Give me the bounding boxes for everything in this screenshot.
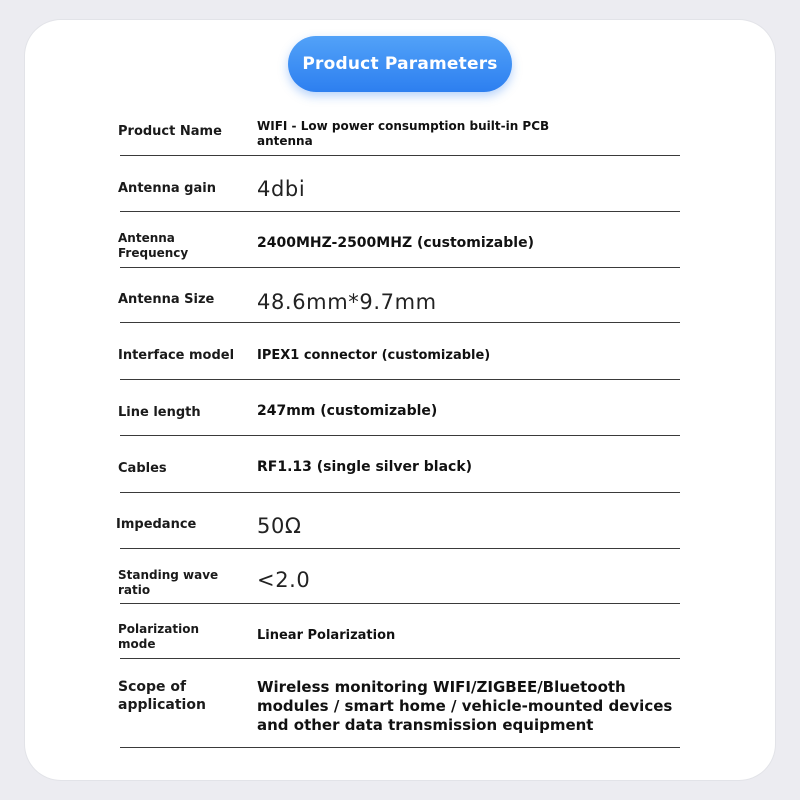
row-label-standing-wave-ratio: Standing wave ratio — [118, 568, 219, 597]
row-label-line-length: Line length — [118, 405, 201, 420]
table-row-product-name — [120, 110, 680, 156]
row-label-cables: Cables — [118, 461, 167, 476]
row-value-scope-of-application: Wireless monitoring WIFI/ZIGBEE/Bluetooth modules / smart home / vehicle-mounted devices and other data transmission equipment — [257, 678, 673, 734]
row-value-standing-wave-ratio: <2.0 — [257, 568, 311, 592]
row-label-impedance: Impedance — [116, 517, 197, 532]
row-label-antenna-frequency: Antenna Frequency — [118, 231, 189, 260]
table-row-line-length — [120, 379, 680, 436]
row-value-antenna-size: 48.6mm*9.7mm — [257, 290, 437, 314]
table-row-antenna-frequency — [120, 211, 680, 268]
row-label-interface-model: Interface model — [118, 348, 235, 363]
row-label-antenna-size: Antenna Size — [118, 292, 215, 307]
row-value-cables: RF1.13 (single silver black) — [257, 459, 473, 475]
row-value-interface-model: IPEX1 connector (customizable) — [257, 348, 491, 363]
table-row-antenna-gain — [120, 155, 680, 212]
row-label-antenna-gain: Antenna gain — [118, 181, 216, 196]
row-label-polarization-mode: Polarization mode — [118, 622, 199, 651]
row-value-antenna-gain: 4dbi — [257, 177, 306, 201]
table-row-impedance — [116, 492, 680, 549]
row-label-scope-of-application: Scope of application — [118, 679, 206, 713]
row-value-product-name: WIFI - Low power consumption built-in PCB antenna — [257, 119, 550, 148]
row-label-product-name: Product Name — [118, 124, 222, 139]
table-row-standing-wave-ratio — [120, 548, 680, 604]
page-title: Product Parameters — [288, 36, 512, 92]
table-row-polarization-mode — [120, 603, 680, 659]
row-value-antenna-frequency: 2400MHZ-2500MHZ (customizable) — [257, 235, 534, 251]
table-row-antenna-size — [120, 267, 680, 323]
row-value-polarization-mode: Linear Polarization — [257, 628, 396, 643]
table-row-interface-model — [120, 322, 680, 380]
table-row-scope-of-application — [120, 658, 680, 748]
row-value-impedance: 50Ω — [257, 514, 302, 538]
row-value-line-length: 247mm (customizable) — [257, 403, 438, 419]
table-row-cables — [120, 435, 680, 493]
